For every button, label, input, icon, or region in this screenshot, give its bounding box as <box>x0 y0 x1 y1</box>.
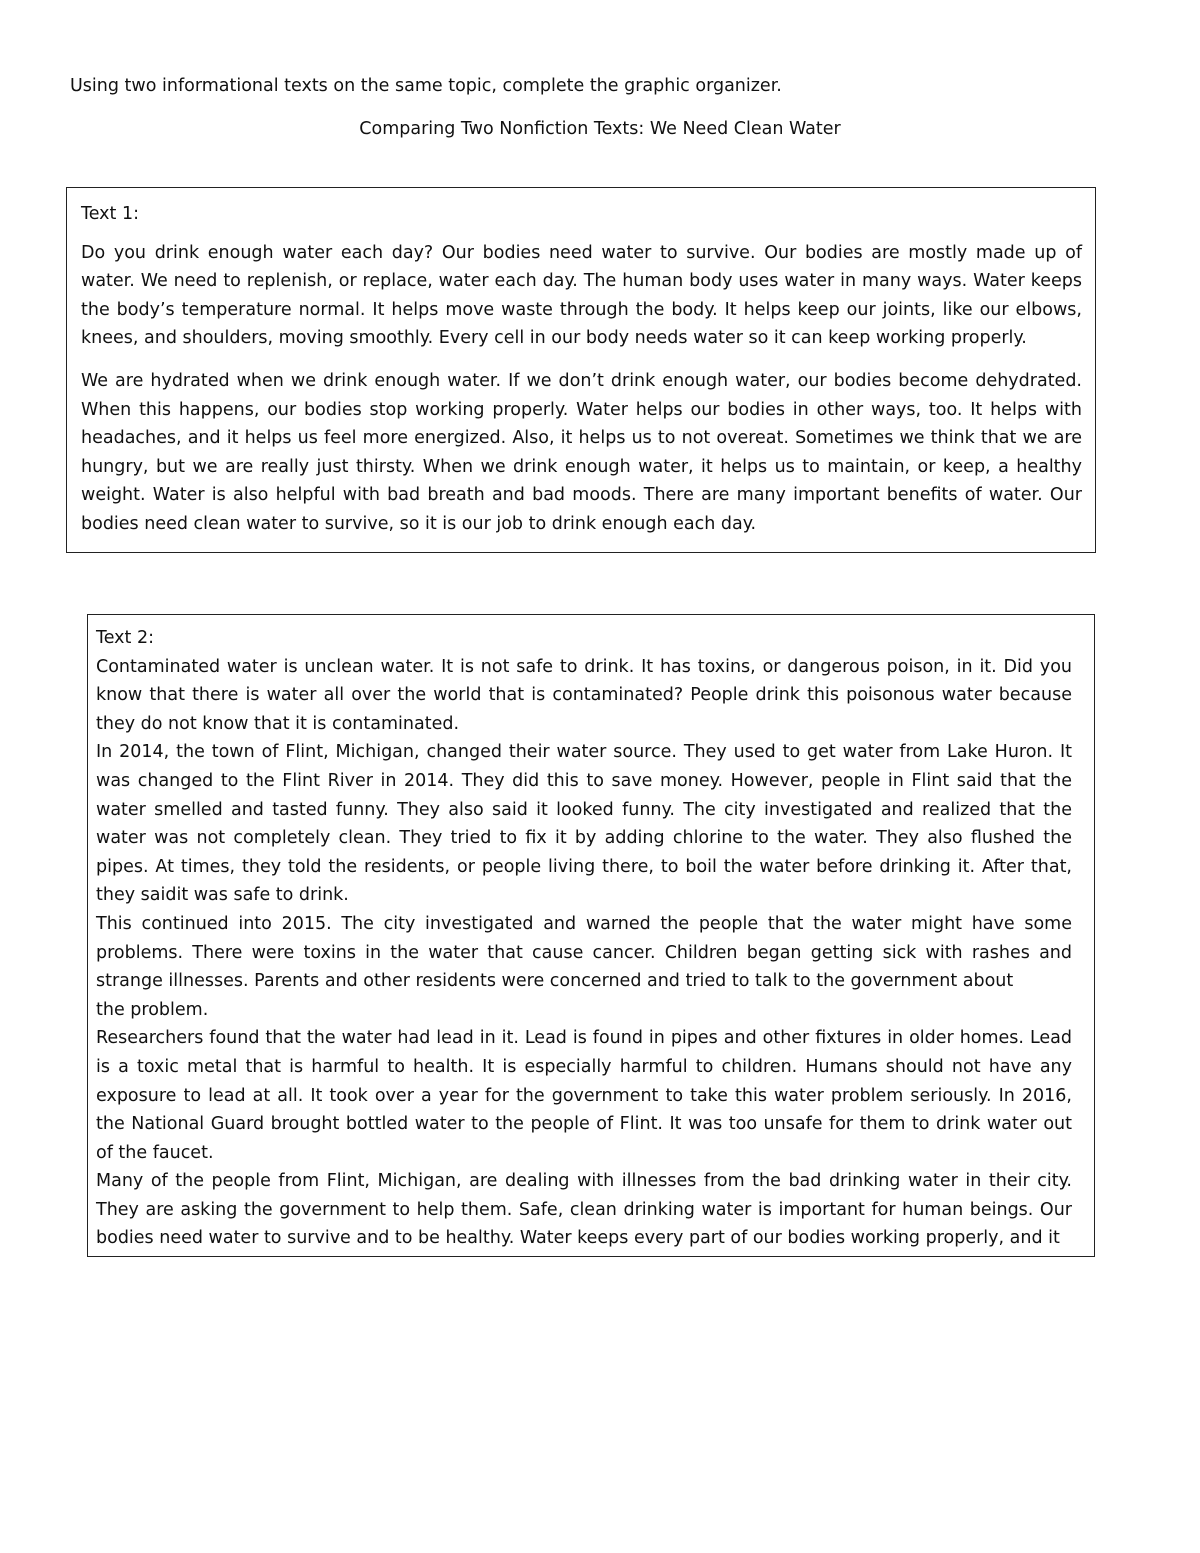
text-1-paragraph: We are hydrated when we drink enough water. If we don’t drink enough water, our bodies become dehydrated. When this happens, our bodies stop working properly. Water helps our bodies in other ways, too. It helps with headaches, and it helps us feel more energized. Also, it helps us to not overeat. Sometimes we think that we are hungry, but we are really just thirsty. When we drink enough water, it helps us to maintain, or keep, a healthy weight. Water is also helpful with bad breath and bad moods. There are many important benefits of water. Our bodies need clean water to survive, so it is our job to drink enough each day. <box>81 370 1082 534</box>
text-1-box <box>66 187 1096 553</box>
instructions-text: Using two informational texts on the same topic, complete the graphic organizer. <box>70 76 782 96</box>
text-2-paragraph: Researchers found that the water had lead in it. Lead is found in pipes and other fixtures in older homes. Lead is a toxic metal that is harmful to health. It is especially harmful to children. Humans should not have any exposure to lead at all. It took over a year for the government to take this water problem seriously. In 2016, the National Guard brought bottled water to the people of Flint. It was too unsafe for them to drink water out of the faucet. <box>96 1028 1072 1163</box>
text-1-paragraph: Do you drink enough water each day? Our bodies need water to survive. Our bodies are mostly made up of water. We need to replenish, or replace, water each day. The human body uses water in many ways. Water keeps the body’s temperature normal. It helps move waste through the body. It helps keep our joints, like our elbows, knees, and shoulders, moving smoothly. Every cell in our body needs water so it can keep working properly. <box>81 242 1082 349</box>
text-2-paragraph: Contaminated water is unclean water. It is not safe to drink. It has toxins, or dangerous poison, in it. Did you know that there is water all over the world that is contaminated? People drink this poisonous water because they do not know that it is contaminated. <box>96 656 1072 734</box>
text-2-paragraph: Many of the people from Flint, Michigan, are dealing with illnesses from the bad drinking water in their city. They are asking the government to help them. Safe, clean drinking water is important for human beings. Our bodies need water to survive and to be healthy. Water keeps every part of our bodies working properly, and it <box>96 1171 1072 1249</box>
text-2-paragraph: This continued into 2015. The city investigated and warned the people that the water might have some problems. There were toxins in the water that cause cancer. Children began getting sick with rashes and strange illnesses. Parents and other residents were concerned and tried to talk to the government about <box>96 913 1072 992</box>
text-2-label: Text 2: <box>96 628 154 648</box>
text-2-paragraph: the problem. <box>96 999 209 1020</box>
text-2-paragraph: In 2014, the town of Flint, Michigan, changed their water source. They used to get water from Lake Huron. It was changed to the Flint River in 2014. They did this to save money. However, people in Flint said that the water smelled and tasted funny. They also said it looked funny. The city investigated and realized that the water was not completely clean. They tried to fix it by adding chlorine to the water. They also flushed the pipes. At times, they told the residents, or people living there, to boil the water before drinking it. After that, they saidit was safe to drink. <box>96 742 1072 906</box>
text-1-label: Text 1: <box>81 204 139 224</box>
text-2-box <box>87 614 1095 1257</box>
document-title: Comparing Two Nonfiction Texts: We Need Clean Water <box>359 119 841 139</box>
